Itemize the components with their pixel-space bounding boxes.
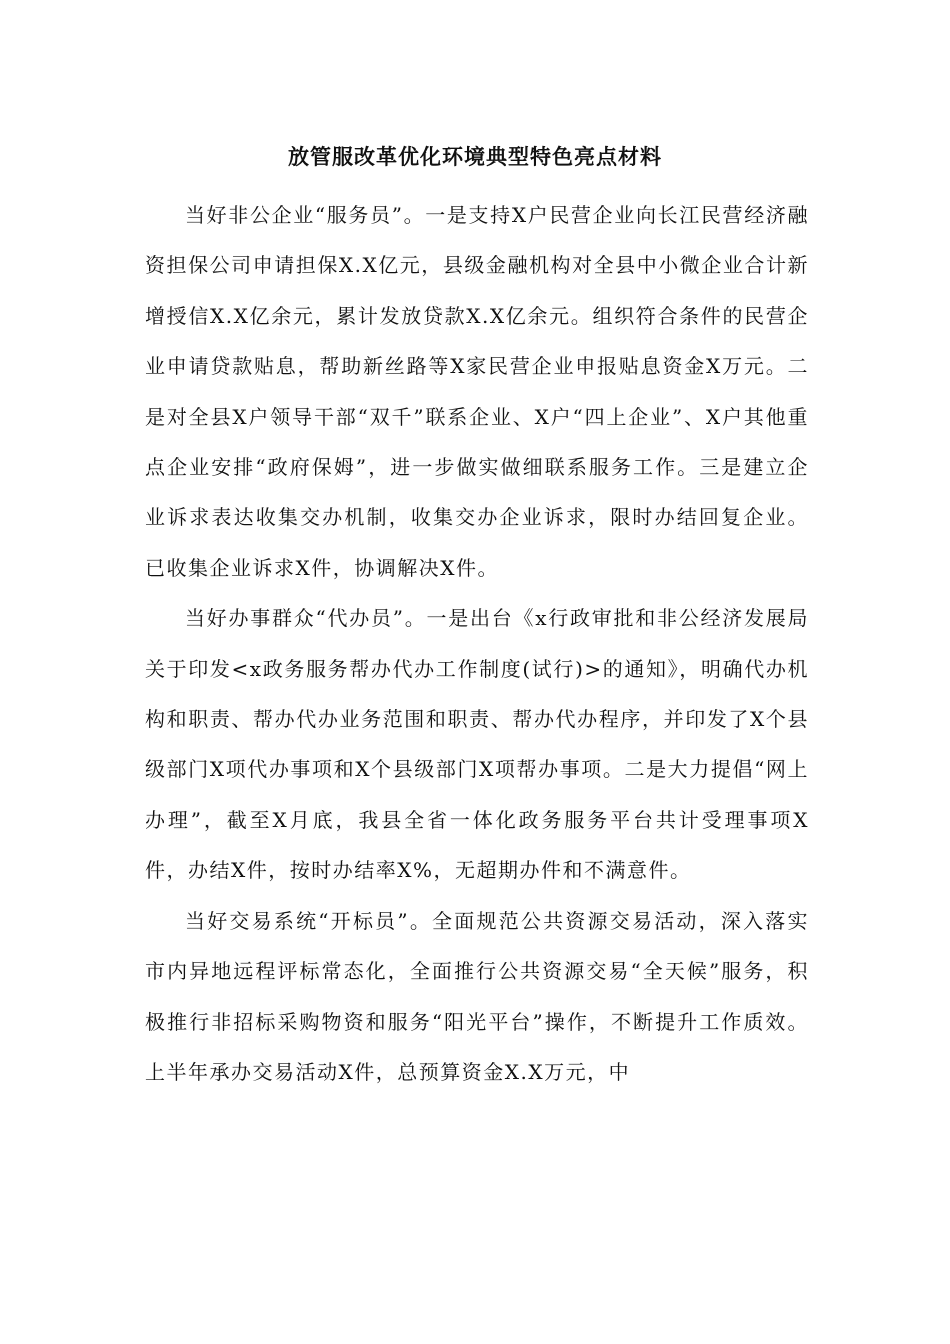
document-title: 放管服改革优化环境典型特色亮点材料: [288, 144, 662, 169]
document-body: [145, 190, 809, 1097]
paragraph-agent-for-public: 当好办事群众“代办员”。一是出台《x行政审批和非公经济发展局关于印发<x政务服务帮办代办工作制度(试行)>的通知》，明确代办机构和职责、帮办代办业务范围和职责、帮办代办程序，并印发了X个县级部门X项代办事项和X个县级部门X项帮办事项。二是大力提倡“网上办理”，截至X月底，我县全省一体化政务服务平台共计受理事项X件，办结X件，按时办结率X%，无超期办件和不满意件。: [145, 606, 809, 883]
paragraph-bid-opening: 当好交易系统“开标员”。全面规范公共资源交易活动，深入落实市内异地远程评标常态化，全面推行公共资源交易“全天候”服务，积极推行非招标采购物资和服务“阳光平台”操作，不断提升工作质效。上半年承办交易活动X件，总预算资金X.X万元，中: [145, 908, 809, 1084]
paragraph-service-for-enterprises: 当好非公企业“服务员”。一是支持X户民营企业向长江民营经济融资担保公司申请担保X.X亿元，县级金融机构对全县中小微企业合计新增授信X.X亿余元，累计发放贷款X.X亿余元。组织符合条件的民营企业申请贷款贴息，帮助新丝路等X家民营企业申报贴息资金X万元。二是对全县X户领导干部“双千”联系企业、X户“四上企业”、X户其他重点企业安排“政府保姆”，进一步做实做细联系服务工作。三是建立企业诉求表达收集交办机制，收集交办企业诉求，限时办结回复企业。已收集企业诉求X件，协调解决X件。: [145, 203, 809, 580]
